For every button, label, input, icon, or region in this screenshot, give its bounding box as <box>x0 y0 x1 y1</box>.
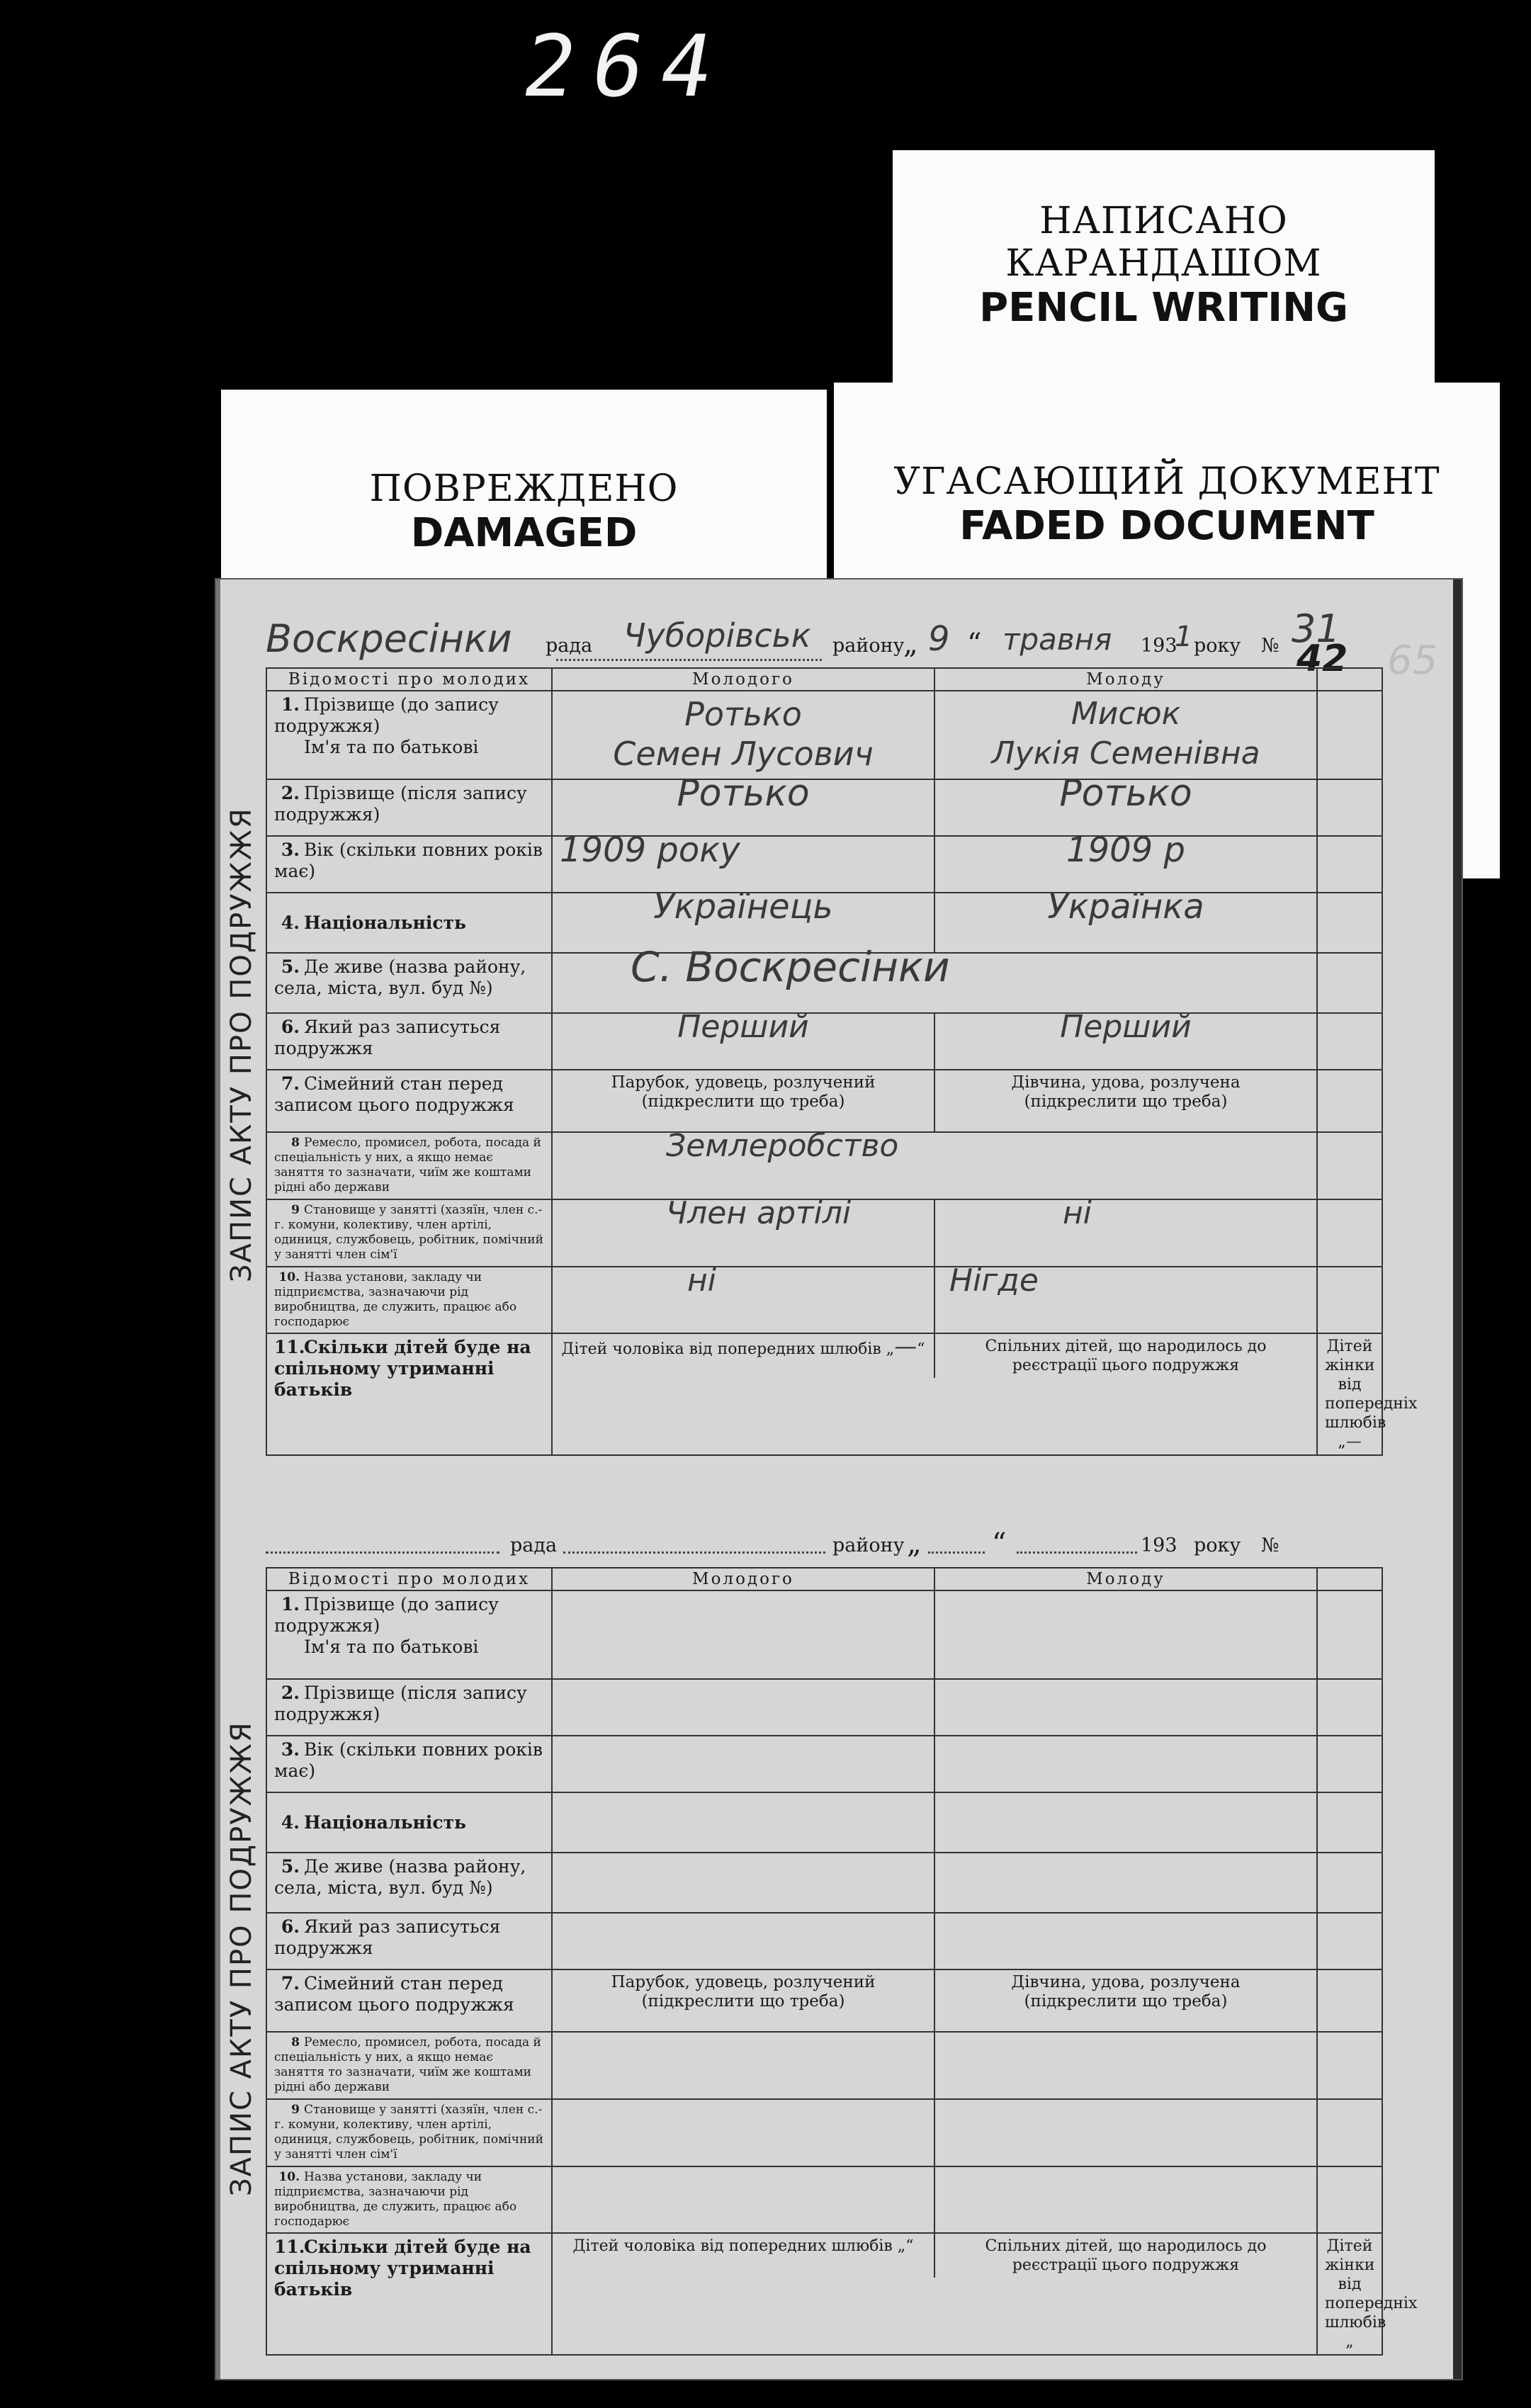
row-7-label: 7. Сімейний стан перед записом цього подружжя <box>266 1969 552 2032</box>
groom-status-options: Парубок, удовець, розлучений (підкреслити що треба) <box>552 1070 934 1132</box>
raion-label: району <box>832 635 905 657</box>
rada-label: рада <box>510 1534 558 1556</box>
row-5-label: 5. Де живе (назва району, села, міста, вул. буд №) <box>266 1853 552 1913</box>
marriage-record-2 <box>266 1516 1418 2351</box>
groom-nationality: Українець <box>552 893 934 953</box>
no-label: № <box>1261 635 1279 657</box>
record-table <box>266 1567 1418 2356</box>
row-1-label: 1. Прізвище (до запису подружжя) Ім'я та по батькові <box>266 691 552 779</box>
groom-times: Перший <box>552 1013 934 1070</box>
bride-name-cell[interactable] <box>934 1590 1317 1679</box>
row-1-label: 1. Прізвище (до запису подружжя) Ім'я та по батькові <box>266 1590 552 1679</box>
bride-age: 1909 р <box>934 836 1317 893</box>
row-3-label: 3. Вік (скільки повних років має) <box>266 836 552 893</box>
col-info-header: Відомості про молодих <box>266 668 552 691</box>
row-10-label: 10. Назва установи, закладу чи підприємства, зазначаючи рід виробництва, де служить, працює або господарює <box>266 1267 552 1333</box>
row-8-label: 8 Ремесло, промисел, робота, посада й спеціальність у них, а якщо немає заняття то зазначати, чиїм же коштами рідні або держави <box>266 2032 552 2099</box>
record-table <box>266 667 1418 1456</box>
residence: С. Воскресінки <box>552 953 1317 1013</box>
form-title-top: ЗАПИС АКТУ ПРО ПОДРУЖЖЯ <box>225 807 258 1282</box>
row-7-label: 7. Сімейний стан перед записом цього подружжя <box>266 1070 552 1132</box>
bride-institution[interactable] <box>934 2166 1317 2233</box>
bride-age[interactable] <box>934 1736 1317 1792</box>
groom-name-cell <box>552 691 934 779</box>
record-header <box>266 1516 1382 1566</box>
col-groom-header: Молодого <box>552 1568 934 1590</box>
bride-times[interactable] <box>934 1913 1317 1969</box>
bride-name: Лукія Семенівна <box>991 735 1260 771</box>
district-value: Чуборівськ <box>623 616 811 655</box>
groom-times[interactable] <box>552 1913 934 1969</box>
row-4-label: 4. Національність <box>266 1792 552 1853</box>
bride-position[interactable] <box>934 2099 1317 2166</box>
groom-institution[interactable] <box>552 2166 934 2233</box>
children-common: Спільних дітей, що народилось до реєстрації цього подружжя <box>985 2237 1267 2274</box>
form-title-bottom: ЗАПИС АКТУ ПРО ПОДРУЖЖЯ <box>225 1721 258 2196</box>
quote-open: „ <box>907 1527 922 1560</box>
bride-position: ні <box>934 1199 1317 1267</box>
groom-residence[interactable] <box>552 1853 934 1913</box>
bride-surname: Мисюк <box>1070 696 1181 732</box>
year-prefix: 193 <box>1141 635 1177 657</box>
no-label: № <box>1261 1534 1279 1556</box>
row-2-label: 2. Прізвище (після запису подружжя) <box>266 1679 552 1736</box>
bride-surname-after[interactable] <box>934 1679 1317 1736</box>
bride-occupation[interactable] <box>934 2032 1317 2099</box>
bride-institution: Нігде <box>934 1267 1317 1333</box>
note-ru-line2: КАРАНДАШОМ <box>1005 242 1322 285</box>
month-value: травня <box>1002 622 1112 657</box>
bride-residence[interactable] <box>934 1853 1317 1913</box>
children-bride: Дітей жінки від попередніх шлюбів „— <box>1317 1333 1382 1455</box>
children-bride: Дітей жінки від попередніх шлюбів „ <box>1317 2233 1382 2355</box>
bride-status-options: Дівчина, удова, розлучена (підкреслити що треба) <box>934 1969 1317 2032</box>
row-11-label: 11.Скільки дітей буде на спільному утриманні батьків <box>266 1333 552 1455</box>
bride-times: Перший <box>934 1013 1317 1070</box>
row-9-label: 9 Становище у занятті (хазяїн, член с.-г. комуни, колективу, член артілі, одиниця, службовець, робітник, помічний у занятті член сім'ї <box>266 1199 552 1267</box>
bride-nationality[interactable] <box>934 1792 1317 1853</box>
note-ru: УГАСАЮЩИЙ ДОКУМЕНТ <box>893 460 1440 503</box>
roku-label: року <box>1194 635 1241 657</box>
roku-label: року <box>1194 1534 1241 1556</box>
record-number: 31 <box>1292 606 1340 651</box>
year-prefix: 193 <box>1141 1534 1177 1556</box>
row-11-label: 11.Скільки дітей буде на спільному утриманні батьків <box>266 2233 552 2355</box>
groom-occupation[interactable] <box>552 2032 934 2099</box>
children-groom: Дітей чоловіка від попередних шлюбів „“ <box>553 2234 934 2278</box>
row-4-label: 4. Національність <box>266 893 552 953</box>
groom-surname: Ротько <box>684 695 802 733</box>
groom-age: 1909 року <box>552 836 934 893</box>
bride-status-options: Дівчина, удова, розлучена (підкреслити що треба) <box>934 1070 1317 1132</box>
year-digit: 1 <box>1175 621 1193 653</box>
groom-age[interactable] <box>552 1736 934 1792</box>
rada-label: рада <box>546 635 593 657</box>
row-2-label: 2. Прізвище (після запису подружжя) <box>266 779 552 836</box>
groom-position: Член артілі <box>552 1199 934 1267</box>
groom-nationality[interactable] <box>552 1792 934 1853</box>
bride-name-cell <box>934 691 1317 779</box>
row-10-label: 10. Назва установи, закладу чи підприємства, зазначаючи рід виробництва, де служить, працює або господарює <box>266 2166 552 2233</box>
note-en: PENCIL WRITING <box>979 285 1348 331</box>
record-number-stamp: 42 <box>1296 638 1348 680</box>
groom-surname-after[interactable] <box>552 1679 934 1736</box>
margin-note: 65 <box>1387 638 1438 684</box>
col-bride-header: Молоду <box>934 1568 1317 1590</box>
day-value: 9 <box>928 619 950 659</box>
pencil-writing-note <box>893 150 1435 384</box>
row-6-label: 6. Який раз записуться подружжя <box>266 1013 552 1070</box>
row-5-label: 5. Де живе (назва району, села, міста, вул. буд №) <box>266 953 552 1013</box>
note-ru-line1: НАПИСАНО <box>1039 200 1288 242</box>
quote-open: „ <box>903 628 918 660</box>
groom-name-cell[interactable] <box>552 1590 934 1679</box>
note-ru: ПОВРЕЖДЕНО <box>369 468 679 510</box>
row-8-label: 8 Ремесло, промисел, робота, посада й спеціальність у них, а якщо немає заняття то зазначати, чиїм же коштами рідні або держави <box>266 1132 552 1199</box>
groom-institution: ні <box>552 1267 934 1333</box>
occupation: Землеробство <box>552 1132 1317 1199</box>
row-9-label: 9 Становище у занятті (хазяїн, член с.-г. комуни, колективу, член артілі, одиниця, службовець, робітник, помічний у занятті член сім'ї <box>266 2099 552 2166</box>
groom-status-options: Парубок, удовець, розлучений (підкреслити що треба) <box>552 1969 934 2032</box>
col-bride-header: Молоду <box>934 668 1317 691</box>
groom-position[interactable] <box>552 2099 934 2166</box>
note-en: DAMAGED <box>410 510 638 556</box>
col-info-header: Відомості про молодих <box>266 1568 552 1590</box>
children-common: Спільних дітей, що народилось до реєстрації цього подружжя <box>985 1338 1267 1374</box>
raion-label: району <box>832 1534 905 1556</box>
groom-surname-after: Ротько <box>552 779 934 836</box>
quote-close: “ <box>992 1527 1007 1560</box>
note-en: FADED DOCUMENT <box>959 503 1374 549</box>
bride-nationality: Українка <box>934 893 1317 953</box>
frame-number: 264 <box>515 18 738 116</box>
village-value: Воскресінки <box>266 616 512 661</box>
children-groom: Дітей чоловіка від попередних шлюбів „—“ <box>553 1334 934 1378</box>
quote-close: “ <box>967 628 982 660</box>
groom-name: Семен Лусович <box>613 735 874 773</box>
col-groom-header: Молодого <box>552 668 934 691</box>
bride-surname-after: Ротько <box>934 779 1317 836</box>
row-6-label: 6. Який раз записуться подружжя <box>266 1913 552 1969</box>
row-3-label: 3. Вік (скільки повних років має) <box>266 1736 552 1792</box>
